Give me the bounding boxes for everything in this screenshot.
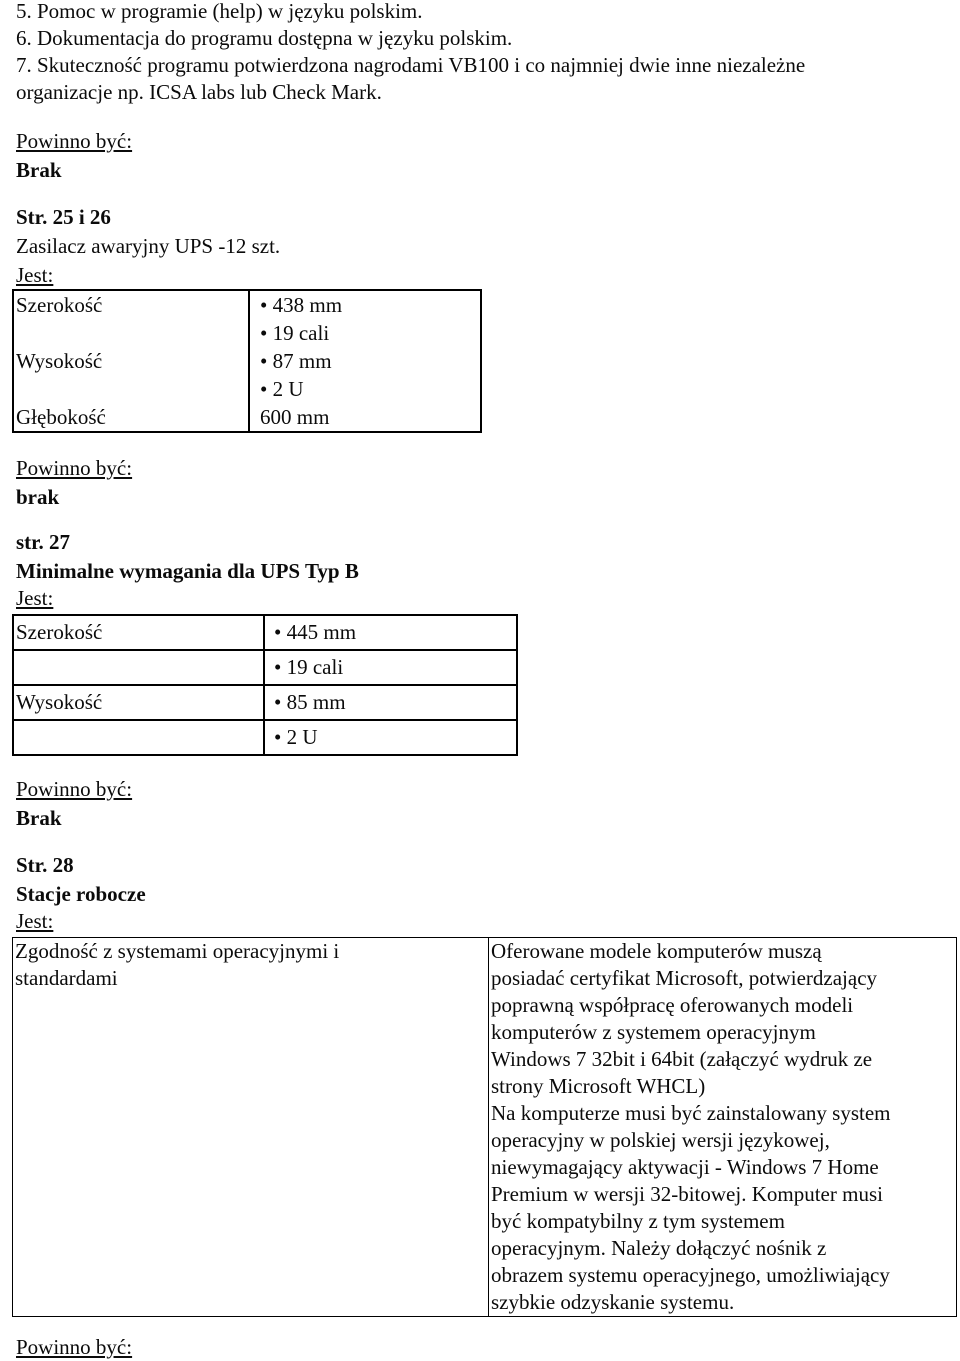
description-line: operacyjnym. Należy dołączyć nośnik z xyxy=(491,1236,827,1260)
item-title: Stacje robocze xyxy=(16,882,146,906)
spec-label: Wysokość xyxy=(16,349,103,373)
should-be-value: brak xyxy=(16,485,60,509)
spec-table-ups-typ-b xyxy=(12,614,518,756)
description-line: być kompatybilny z tym systemem xyxy=(491,1209,785,1233)
spec-value: • 2 U xyxy=(260,375,480,403)
table-cell: • 19 cali xyxy=(264,650,517,685)
section-4 xyxy=(16,852,960,1317)
should-be-label: Powinno być: xyxy=(16,777,133,801)
description-line: obrazem systemu operacyjnego, umożliwiający xyxy=(491,1263,890,1287)
should-be-value: Brak xyxy=(16,158,62,182)
table-cell xyxy=(13,650,264,685)
list-item: 6. Dokumentacja do programu dostępna w języku polskim. xyxy=(16,26,513,50)
table-cell xyxy=(13,720,264,755)
description-line: strony Microsoft WHCL) xyxy=(491,1074,706,1098)
spec-value: • 87 mm xyxy=(260,347,480,375)
page-reference: Str. 25 i 26 xyxy=(16,205,111,229)
table-cell: Wysokość xyxy=(13,685,264,720)
description-line: Windows 7 32bit i 64bit (załączyć wydruk ze xyxy=(491,1047,873,1071)
spec-values-cell xyxy=(249,290,481,432)
is-label: Jest: xyxy=(16,909,54,933)
spec-table-workstations xyxy=(12,937,957,1317)
table-cell: • 445 mm xyxy=(264,615,517,650)
table-cell: Szerokość xyxy=(13,615,264,650)
spec-label: Szerokość xyxy=(16,293,103,317)
document-page xyxy=(16,0,960,1317)
is-label: Jest: xyxy=(16,263,54,287)
requirement-name-cell xyxy=(13,938,489,1317)
page-reference: Str. 28 xyxy=(16,853,74,877)
spec-table-ups xyxy=(12,289,960,433)
list-item: 7. Skuteczność programu potwierdzona nagrodami VB100 i co najmniej dwie inne niezależne xyxy=(16,53,806,77)
requirement-line: Zgodność z systemami operacyjnymi i xyxy=(15,939,340,963)
is-label: Jest: xyxy=(16,586,54,610)
description-line: posiadać certyfikat Microsoft, potwierdzający xyxy=(491,966,878,990)
item-title: Zasilacz awaryjny UPS -12 szt. xyxy=(16,234,281,258)
should-be-value: Brak xyxy=(16,806,62,830)
section-1 xyxy=(16,128,960,184)
should-be-label: Powinno być: xyxy=(16,456,133,480)
should-be-label: Powinno być: xyxy=(16,1334,136,1361)
spec-value: 600 mm xyxy=(260,405,330,429)
spec-value: • 19 cali xyxy=(260,319,480,347)
item-title: Minimalne wymagania dla UPS Typ B xyxy=(16,559,359,583)
description-line: poprawną współpracę oferowanych modeli xyxy=(491,993,854,1017)
page-reference: str. 27 xyxy=(16,530,71,554)
description-line: Na komputerze musi być zainstalowany system xyxy=(491,1101,891,1125)
requirement-line: standardami xyxy=(15,966,118,990)
section-3 xyxy=(16,529,960,832)
spec-value: • 438 mm xyxy=(260,291,480,319)
description-line: operacyjny w polskiej wersji językowej, xyxy=(491,1128,830,1152)
table-row xyxy=(13,685,517,720)
list-item: 5. Pomoc w programie (help) w języku polskim. xyxy=(16,0,423,23)
section-2 xyxy=(16,204,960,511)
spec-labels-cell xyxy=(13,290,249,432)
description-line: Premium w wersji 32-bitowej. Komputer musi xyxy=(491,1182,883,1206)
should-be-label: Powinno być: xyxy=(16,129,133,153)
description-line: komputerów z systemem operacyjnym xyxy=(491,1020,816,1044)
table-cell: • 2 U xyxy=(264,720,517,755)
description-line: szybkie odzyskanie systemu. xyxy=(491,1290,735,1314)
list-item: organizacje np. ICSA labs lub Check Mark. xyxy=(16,80,382,104)
table-row xyxy=(13,615,517,650)
description-line: niewymagający aktywacji - Windows 7 Home xyxy=(491,1155,879,1179)
requirement-description-cell xyxy=(489,938,957,1317)
description-line: Oferowane modele komputerów muszą xyxy=(491,939,822,963)
table-row xyxy=(13,650,517,685)
table-cell: • 85 mm xyxy=(264,685,517,720)
spec-label: Głębokość xyxy=(16,405,106,429)
table-row xyxy=(13,938,957,1317)
table-row xyxy=(13,720,517,755)
intro-list xyxy=(16,0,960,106)
